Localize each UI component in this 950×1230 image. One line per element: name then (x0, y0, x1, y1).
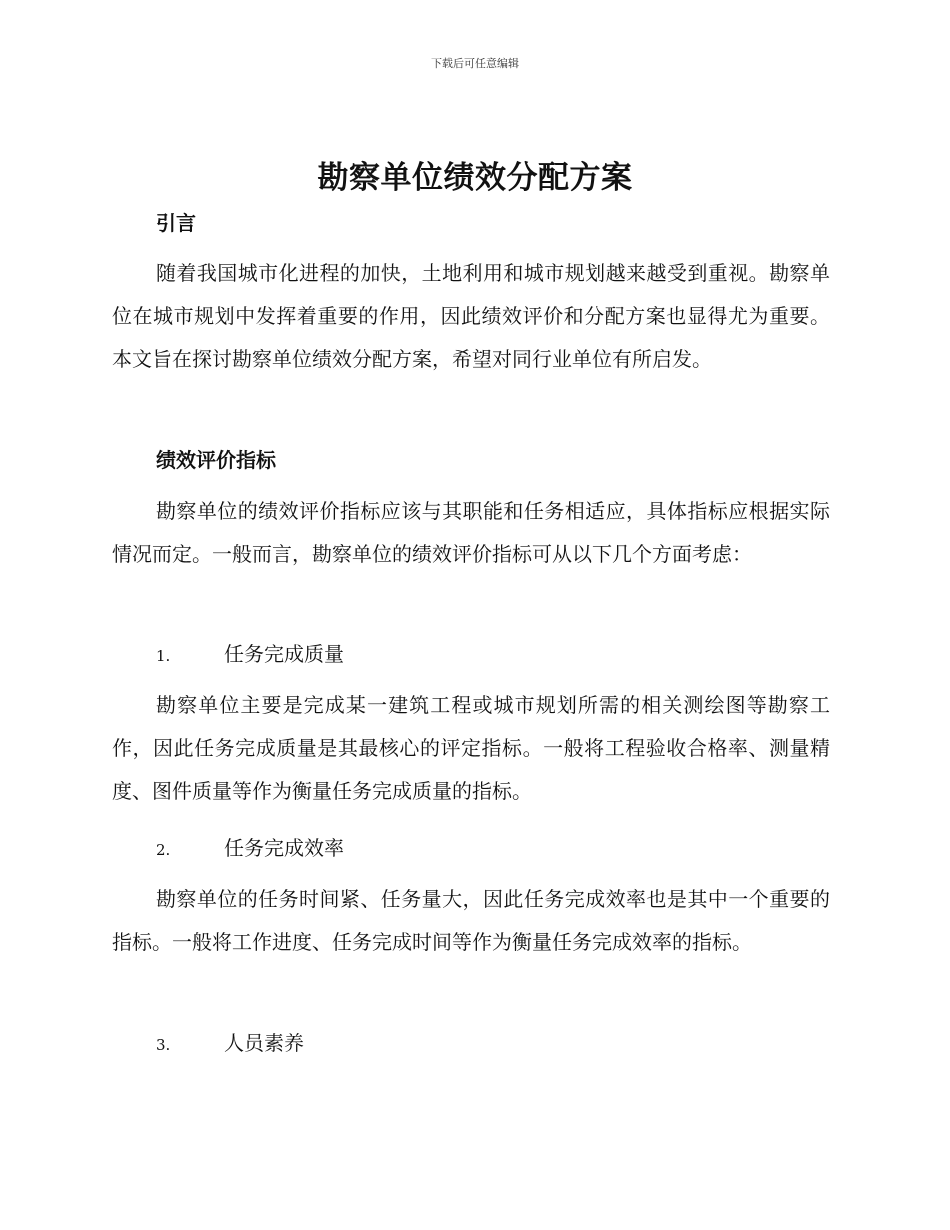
header-note: 下载后可任意编辑 (431, 57, 519, 70)
list-label: 任务完成效率 (224, 836, 344, 860)
list-item-1 (156, 638, 344, 667)
list-number: 2. (156, 841, 171, 859)
section-heading-intro: 引言 (156, 211, 196, 235)
list-label: 人员素养 (224, 1031, 304, 1055)
list-number: 3. (156, 1036, 171, 1054)
item-2-paragraph: 勘察单位的任务时间紧、任务量大，因此任务完成效率也是其中一个重要的指标。一般将工作进度、任务完成时间等作为衡量任务完成效率的指标。 (112, 887, 830, 954)
document-title: 勘察单位绩效分配方案 (317, 160, 633, 196)
indicators-paragraph: 勘察单位的绩效评价指标应该与其职能和任务相适应，具体指标应根据实际情况而定。一般而言，勘察单位的绩效评价指标可从以下几个方面考虑： (112, 499, 830, 566)
list-number: 1. (156, 647, 171, 665)
list-item-2 (156, 832, 344, 861)
list-item-3 (156, 1027, 304, 1056)
section-heading-indicators: 绩效评价指标 (156, 448, 276, 472)
item-1-paragraph: 勘察单位主要是完成某一建筑工程或城市规划所需的相关测绘图等勘察工作，因此任务完成质量是其最核心的评定指标。一般将工程验收合格率、测量精度、图件质量等作为衡量任务完成质量的指标。 (112, 693, 830, 803)
list-label: 任务完成质量 (224, 642, 344, 666)
intro-paragraph: 随着我国城市化进程的加快，土地利用和城市规划越来越受到重视。勘察单位在城市规划中发挥着重要的作用，因此绩效评价和分配方案也显得尤为重要。本文旨在探讨勘察单位绩效分配方案，希望对同行业单位有所启发。 (112, 261, 830, 371)
